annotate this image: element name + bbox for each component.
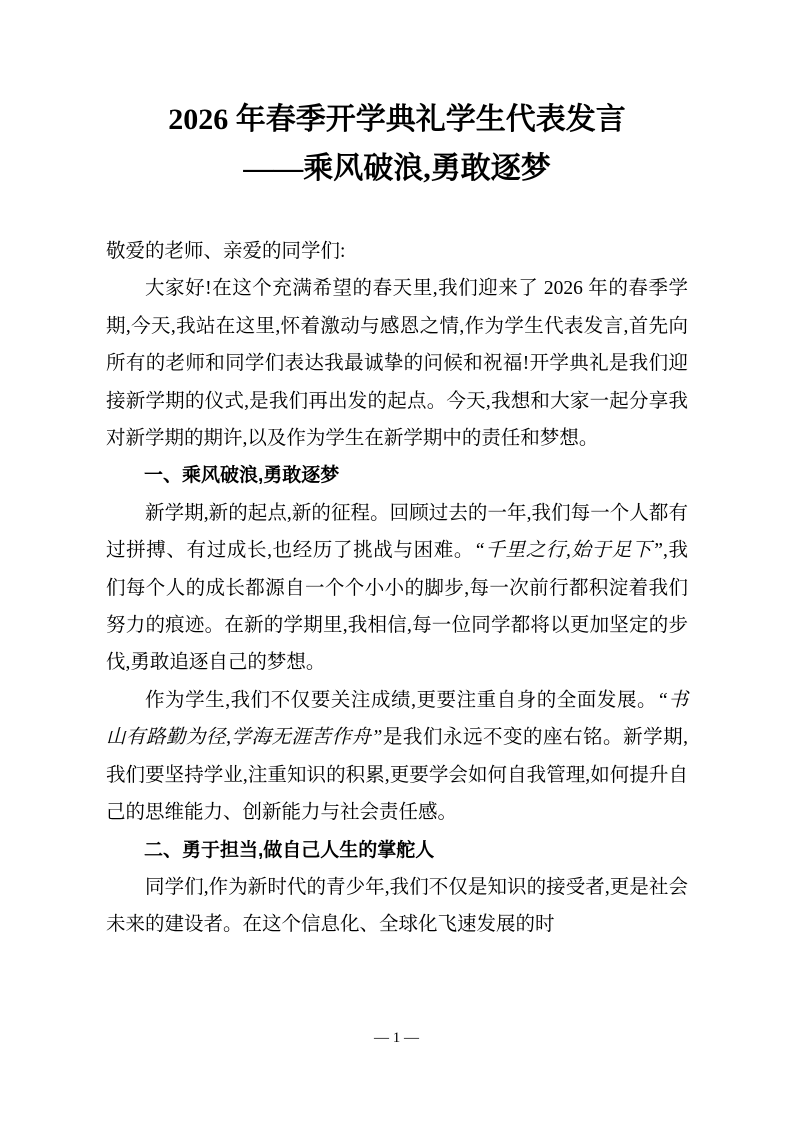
document-content	[106, 95, 688, 944]
salutation: 敬爱的老师、亲爱的同学们:	[106, 241, 346, 262]
section-1-heading: 一、乘风破浪,勇敢逐梦	[144, 465, 340, 487]
text-run: 新学期,新的起点,新的征程。回顾过去的一年,我们每一个人都有过拼搏、有过成长,也经历了挑战与困难。	[106, 502, 688, 562]
title-line-2: ——乘风破浪,勇敢逐梦	[243, 152, 551, 185]
section-2-paragraph-1: 同学们,作为新时代的青少年,我们不仅是知识的接受者,更是社会未来的建设者。在这个信息化、全球化飞速发展的时	[106, 876, 688, 936]
text-run: ,我们每个人的成长都源自一个个小小的脚步,每一次前行都积淀着我们努力的痕迹。在新的学期里,我相信,每一位同学都将以更加坚定的步伐,勇敢追逐自己的梦想。	[106, 540, 688, 674]
document-title	[106, 95, 688, 193]
quote-text-run: “书山有路勤为径,学海无涯苦作舟”	[106, 689, 688, 749]
paragraph-intro: 大家好!在这个充满希望的春天里,我们迎来了 2026 年的春季学期,今天,我站在这里,怀着激动与感恩之情,作为学生代表发言,首先向所有的老师和同学们表达我最诚挚的问候和祝福!开学典礼是我们迎接新学期的仪式,是我们再出发的起点。今天,我想和大家一起分享我对新学期的期许,以及作为学生在新学期中的责任和梦想。	[106, 278, 688, 450]
page-number: — 1 —	[374, 1030, 419, 1046]
section-1-paragraph-2	[106, 682, 688, 832]
text-run: 作为学生,我们不仅要关注成绩,更要注重自身的全面发展。	[145, 689, 658, 711]
section-2-heading: 二、勇于担当,做自己人生的掌舵人	[144, 839, 435, 861]
title-line-1: 2026 年春季开学典礼学生代表发言	[168, 103, 626, 136]
quote-text-run: “千里之行,始于足下”	[474, 540, 663, 562]
document-body	[106, 233, 688, 944]
text-run: 是我们永远不变的座右铭。新学期,我们要坚持学业,注重知识的积累,更要学会如何自我管理,如何提升自己的思维能力、创新能力与社会责任感。	[106, 727, 688, 824]
section-1-paragraph-1	[106, 495, 688, 682]
